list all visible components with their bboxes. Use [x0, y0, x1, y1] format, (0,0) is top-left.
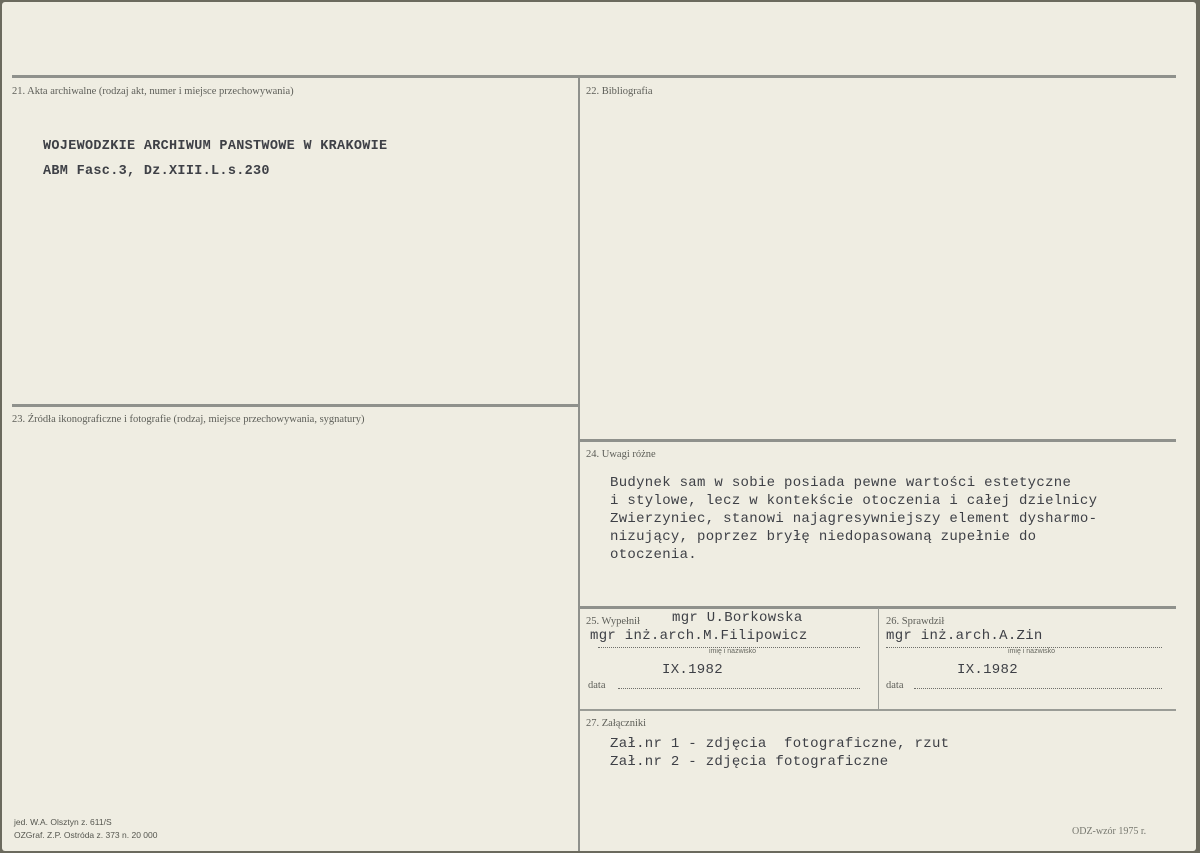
section-27-label: 27. Załączniki [586, 718, 647, 729]
record-card [2, 2, 1196, 851]
attachment-line: Zał.nr 1 - zdjęcia fotograficzne, rzut [610, 736, 950, 752]
date-label-25: data [588, 680, 606, 691]
remarks-line: Zwierzyniec, stanowi najagresywniejszy element dysharmo- [610, 511, 1098, 527]
divider-25-26 [878, 608, 879, 710]
archive-name: WOJEWODZKIE ARCHIWUM PANSTWOWE W KRAKOWIE [43, 139, 388, 154]
section-26-label: 26. Sprawdził [886, 616, 945, 627]
rule-22-24 [580, 439, 1176, 442]
section-21-label: 21. Akta archiwalne (rodzaj akt, numer i miejsce przechowywania) [12, 86, 294, 97]
filled-date: IX.1982 [662, 662, 723, 678]
top-rule [12, 75, 1176, 78]
rule-25-27 [580, 709, 1176, 711]
attachment-line: Zał.nr 2 - zdjęcia fotograficzne [610, 754, 889, 770]
form-version: ODZ-wzór 1975 r. [1072, 826, 1147, 837]
remarks-line: otoczenia. [610, 547, 698, 563]
remarks-line: Budynek sam w sobie posiada pewne wartości estetyczne [610, 475, 1072, 491]
section-25-label: 25. Wypełnił [586, 616, 641, 627]
checked-by-name: mgr inż.arch.A.Zin [886, 628, 1043, 644]
checked-date: IX.1982 [957, 662, 1018, 678]
date-label-26: data [886, 680, 904, 691]
remarks-line: i stylowe, lecz w kontekście otoczenia i całej dzielnicy [610, 493, 1098, 509]
name-caption-26: imię i nazwisko [1008, 648, 1056, 655]
rule-21-23 [12, 404, 578, 407]
date-line-26 [914, 688, 1162, 689]
date-line-25 [618, 688, 860, 689]
filled-by-name-1: mgr U.Borkowska [672, 610, 803, 626]
section-22-label: 22. Bibliografia [586, 86, 653, 97]
section-23-label: 23. Źródła ikonograficzne i fotografie (rodzaj, miejsce przechowywania, sygnatury) [12, 414, 365, 425]
remarks-line: nizujący, poprzez bryłę niedopasowaną zupełnie do [610, 529, 1037, 545]
name-caption-25: imię i nazwisko [709, 648, 757, 655]
printer-note-1: jed. W.A. Olsztyn z. 611/S [14, 817, 112, 827]
filled-by-name-2: mgr inż.arch.M.Filipowicz [590, 628, 808, 644]
center-divider [578, 77, 580, 851]
archive-reference: ABM Fasc.3, Dz.XIII.L.s.230 [43, 164, 270, 179]
printer-note-2: OZGraf. Z.P. Ostróda z. 373 n. 20 000 [14, 830, 158, 840]
section-24-label: 24. Uwagi różne [586, 449, 656, 460]
